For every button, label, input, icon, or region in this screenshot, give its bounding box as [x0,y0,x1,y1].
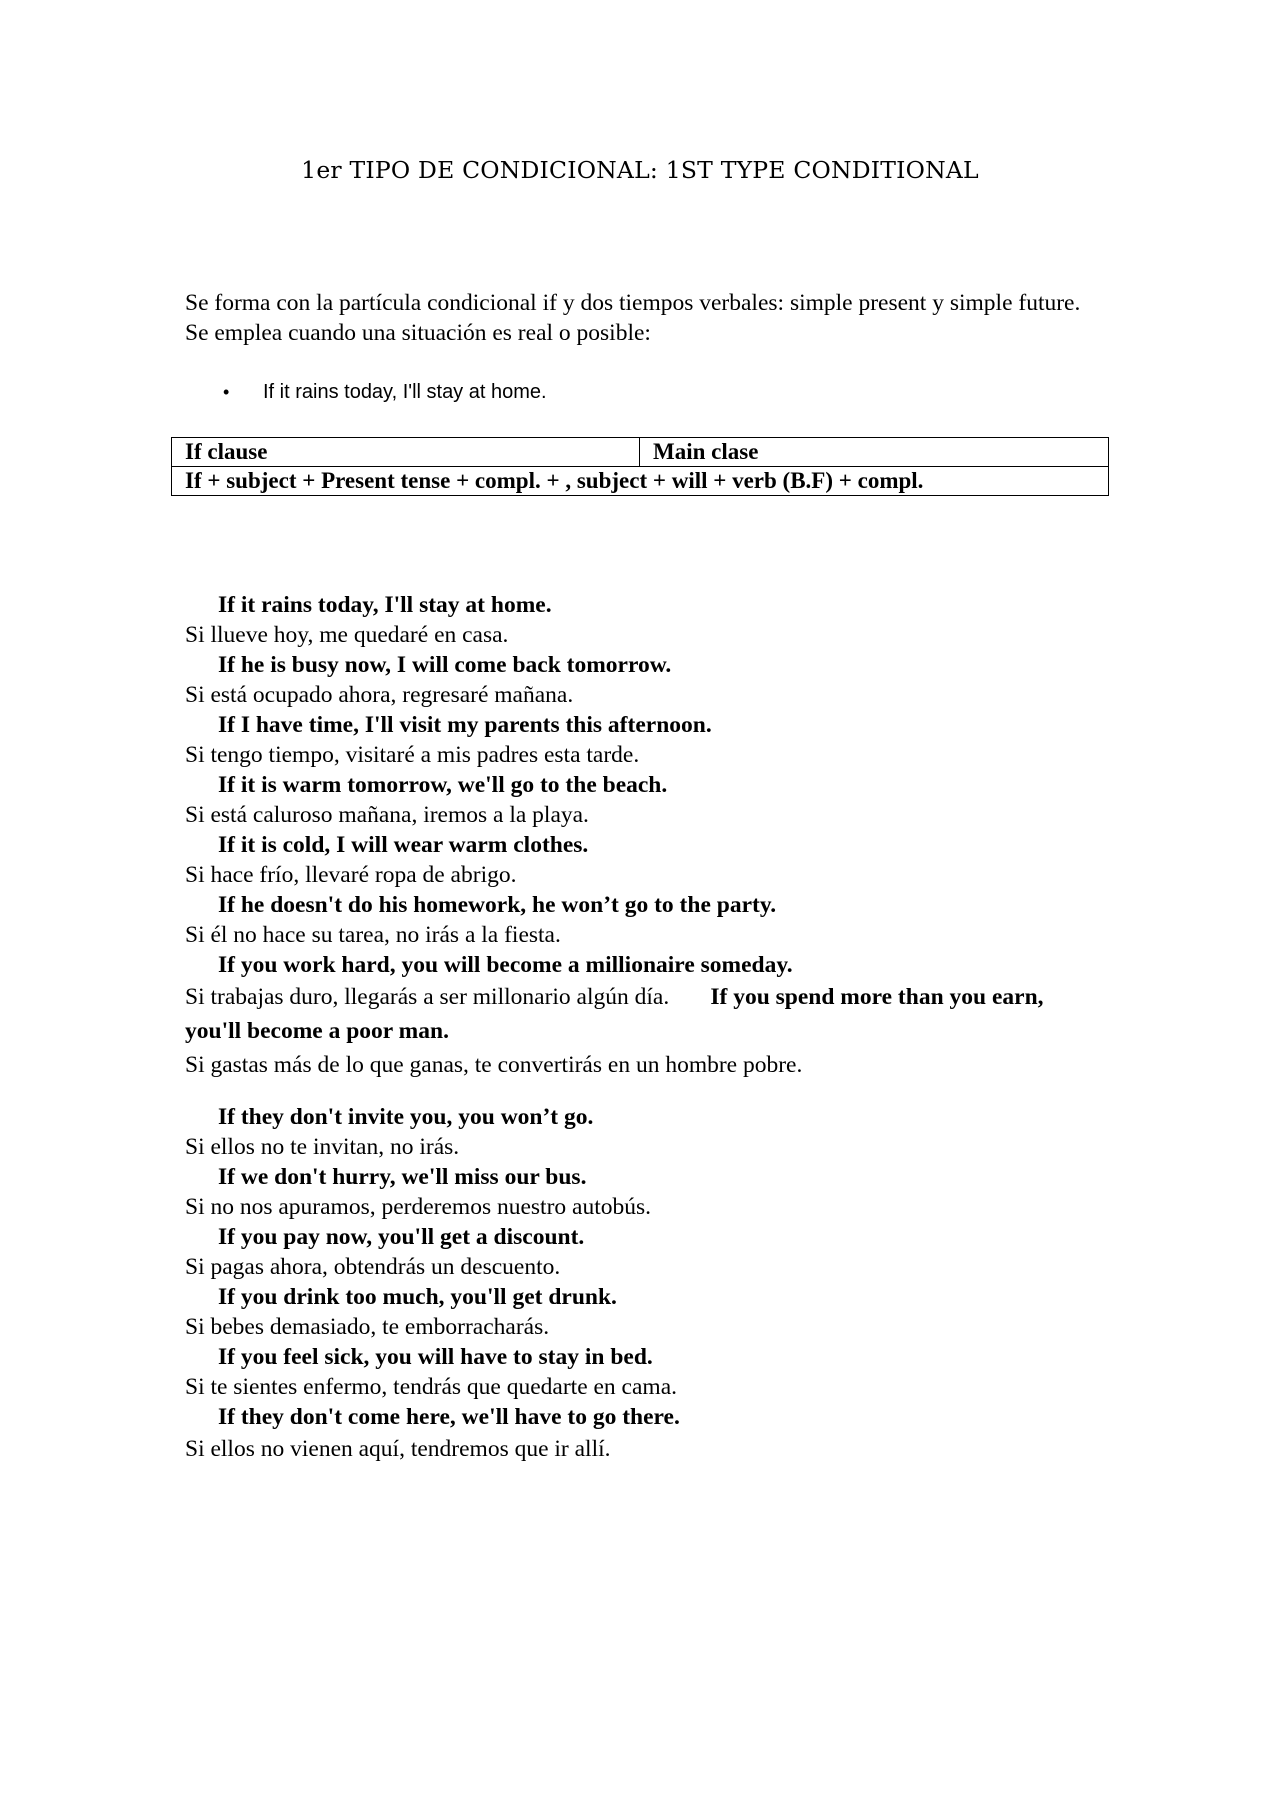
example-es: Si trabajas duro, llegarás a ser millonario algún día. [185,984,670,1010]
example-es: Si está caluroso mañana, iremos a la playa. [185,802,589,828]
header-if-clause: If clause [172,438,640,467]
example-es: Si tengo tiempo, visitaré a mis padres esta tarde. [185,742,640,768]
bullet-icon: • [223,382,230,402]
example-es: Si llueve hoy, me quedaré en casa. [185,622,509,648]
example-en: If I have time, I'll visit my parents this afternoon. [218,712,712,738]
bullet-text: If it rains today, I'll stay at home. [263,381,547,403]
table-header-row [172,438,1109,467]
example-en: If you drink too much, you'll get drunk. [218,1284,617,1310]
formula-cell: If + subject + Present tense + compl. + , subject + will + verb (B.F) + compl. [172,467,1109,496]
example-en: If they don't invite you, you won’t go. [218,1104,594,1130]
spacer [185,1082,1105,1102]
example-es: Si está ocupado ahora, regresaré mañana. [185,682,574,708]
example-es: Si hace frío, llevaré ropa de abrigo. [185,862,517,888]
examples-list [185,590,1105,1466]
example-en: If it is cold, I will wear warm clothes. [218,832,589,858]
example-es: Si no nos apuramos, perderemos nuestro autobús. [185,1194,652,1220]
example-en: If you feel sick, you will have to stay in bed. [218,1344,653,1370]
example-es: Si ellos no vienen aquí, tendremos que ir allí. [185,1436,611,1462]
intro-paragraph: Se forma con la partícula condicional if y dos tiempos verbales: simple present y simple future. Se emplea cuando una situación es real o posible: [185,290,1081,346]
table-formula-row [172,467,1109,496]
example-en: If it rains today, I'll stay at home. [218,592,552,618]
example-en: If you work hard, you will become a millionaire someday. [218,952,793,978]
page-title: 1er TIPO DE CONDICIONAL: 1ST TYPE CONDITIONAL [301,156,979,184]
example-es: Si ellos no te invitan, no irás. [185,1134,460,1160]
example-es: Si pagas ahora, obtendrás un descuento. [185,1254,561,1280]
example-en: If he is busy now, I will come back tomorrow. [218,652,672,678]
example-es: Si gastas más de lo que ganas, te convertirás en un hombre pobre. [185,1052,803,1078]
example-en: If you spend more than you earn, you'll become a poor man. [185,984,1044,1044]
example-es: Si él no hace su tarea, no irás a la fiesta. [185,922,561,948]
header-main-clause: Main clase [640,438,1109,467]
example-en: If it is warm tomorrow, we'll go to the beach. [218,772,668,798]
grammar-table [171,437,1109,496]
example-en: If we don't hurry, we'll miss our bus. [218,1164,587,1190]
example-es: Si te sientes enfermo, tendrás que quedarte en cama. [185,1374,677,1400]
example-es: Si bebes demasiado, te emborracharás. [185,1314,550,1340]
wrapped-paragraph [185,980,1105,1048]
example-en: If you pay now, you'll get a discount. [218,1224,585,1250]
example-en: If they don't come here, we'll have to go there. [218,1404,680,1430]
example-en: If he doesn't do his homework, he won’t go to the party. [218,892,777,918]
